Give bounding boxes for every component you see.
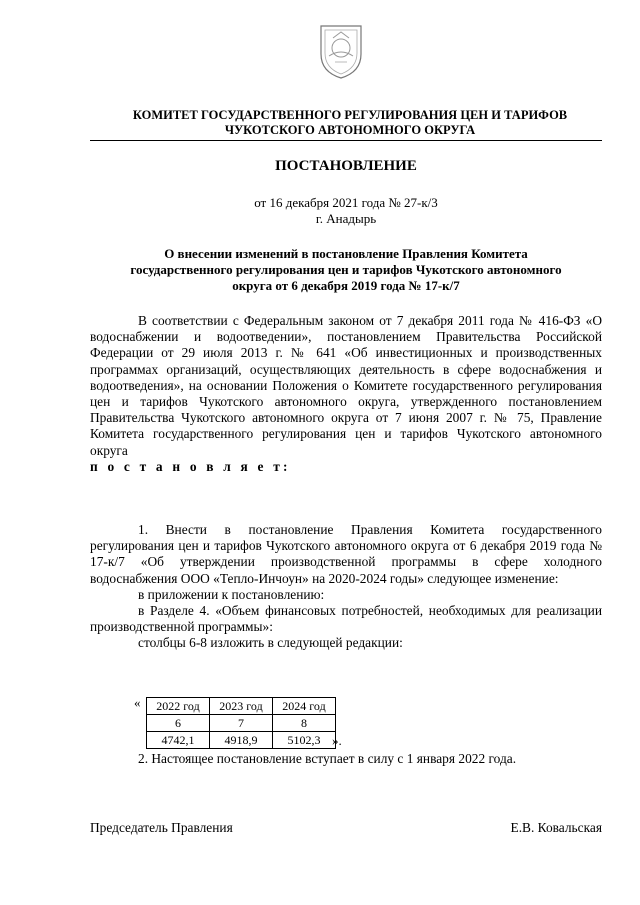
item-1b-paragraph: в Разделе 4. «Объем финансовых потребностей, необходимых для реализации производственной программы»: xyxy=(90,603,602,635)
document-title: ПОСТАНОВЛЕНИЕ xyxy=(275,158,417,174)
subject-line-3: округа от 6 декабря 2019 года № 17-к/7 xyxy=(232,278,460,293)
preamble-block xyxy=(90,313,602,475)
item-2-block xyxy=(90,751,602,767)
open-quote: « xyxy=(134,695,141,710)
preamble-paragraph: В соответствии с Федеральным законом от 7 декабря 2011 года № 416-ФЗ «О водоснабжении и водоотведении», постановлением Правительства Российской Федерации от 29 июля 2013 г. № 641 «Об инвестиционных и производственных программах организаций, осуществляющих деятельность в сфере водоснабжения и водоотведения», на основании Положения о Комитете государственного регулирования цен и тарифов Чукотского автономного округа, утвержденного постановлением Правительства Чукотского автономного округа от 7 июня 2007 г. № 75, Правление Комитета государственного регулирования цен и тарифов Чукотского автономного округа xyxy=(90,313,602,458)
item-1a-paragraph: в приложении к постановлению: xyxy=(138,586,325,602)
item-2-paragraph: 2. Настоящее постановление вступает в силу с 1 января 2022 года. xyxy=(138,751,517,766)
table-row xyxy=(147,698,336,715)
item-1-paragraph: 1. Внести в постановление Правления Комитета государственного регулирования цен и тарифов Чукотского автономного округа от 6 декабря 2019 года № 17-к/7 «Об утверждении производственной программы в сфере холодного водоснабжения ООО «Тепло-Инчоун» на 2020-2024 годы» следующее изменение: xyxy=(90,522,602,586)
subject-line-2: государственного регулирования цен и тарифов Чукотского автономного xyxy=(130,262,562,277)
signature-name: Е.В. Ковальская xyxy=(510,820,602,835)
table-cell: 4742,1 xyxy=(147,732,210,749)
item-1c-paragraph: столбцы 6-8 изложить в следующей редакции: xyxy=(138,635,403,651)
table-cell: 6 xyxy=(147,715,210,732)
close-quote: ». xyxy=(332,733,342,748)
header-divider xyxy=(90,140,602,141)
table-cell: 4918,9 xyxy=(210,732,273,749)
signature-position: Председатель Правления xyxy=(90,820,233,835)
table-header-cell: 2022 год xyxy=(147,698,210,715)
item-1-block xyxy=(90,522,602,652)
city-line: г. Анадырь xyxy=(315,211,377,226)
date-line: от 16 декабря 2021 года № 27-к/3 xyxy=(254,195,438,210)
table-row xyxy=(147,715,336,732)
org-name-line-1: КОМИТЕТ ГОСУДАРСТВЕННОГО РЕГУЛИРОВАНИЯ ЦЕН И ТАРИФОВ xyxy=(132,108,568,122)
decree-word: п о с т а н о в л я е т: xyxy=(90,458,291,474)
table-header-cell: 2024 год xyxy=(273,698,336,715)
org-name-line-2: ЧУКОТСКОГО АВТОНОМНОГО ОКРУГА xyxy=(224,123,476,137)
table-cell: 7 xyxy=(210,715,273,732)
coat-of-arms-emblem xyxy=(315,18,367,80)
subject-line-1: О внесении изменений в постановление Правления Комитета xyxy=(164,246,528,261)
table-row xyxy=(147,732,336,749)
table-cell: 8 xyxy=(273,715,336,732)
table-header-cell: 2023 год xyxy=(210,698,273,715)
amendment-table xyxy=(146,697,336,749)
table-cell: 5102,3 xyxy=(273,732,336,749)
